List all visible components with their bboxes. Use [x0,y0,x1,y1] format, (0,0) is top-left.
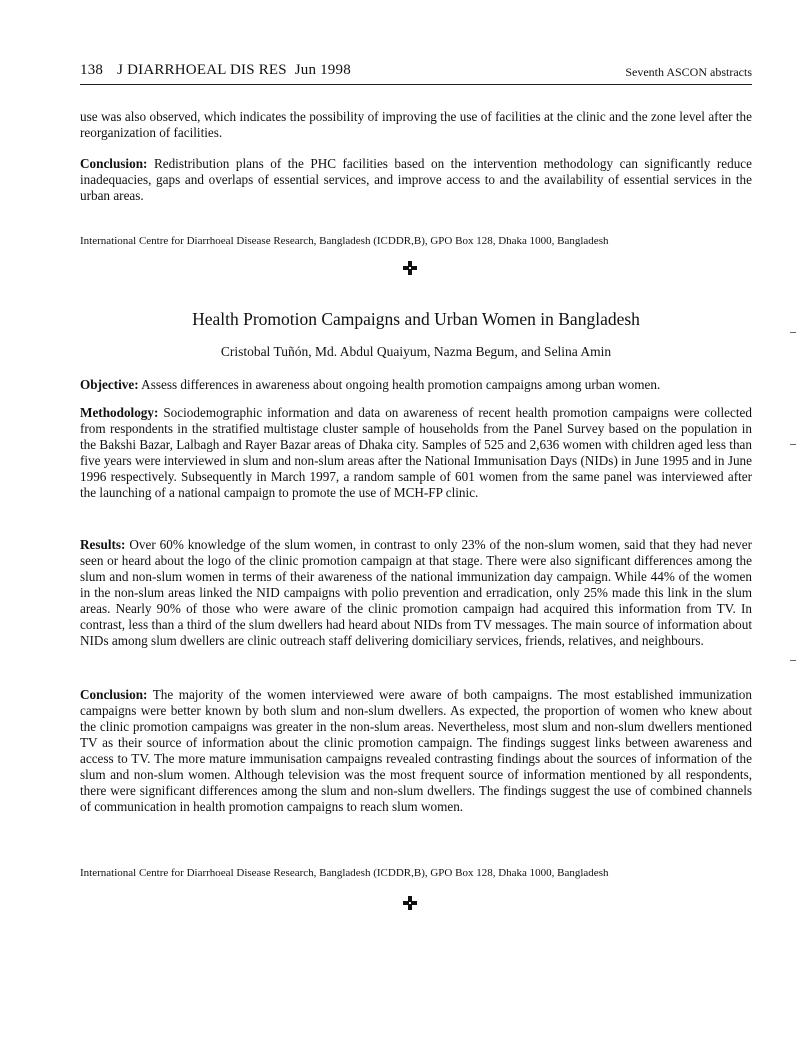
running-header [80,62,752,84]
conclusion-label: Conclusion: [80,687,148,702]
prev-abstract-affiliation: International Centre for Diarrhoeal Disease Research, Bangladesh (ICDDR,B), GPO Box 128, Dhaka 1000, Bangladesh [80,235,609,247]
objective-paragraph [80,377,752,393]
margin-mark [790,332,796,333]
prev-abstract-continued-text: use was also observed, which indicates the possibility of improving the use of facilities at the clinic and the zone level after the reorganization of facilities. [80,109,752,140]
abstract-title: Health Promotion Campaigns and Urban Women in Bangladesh [192,309,640,329]
abstract-authors: Cristobal Tuñón, Md. Abdul Quaiyum, Nazma Begum, and Selina Amin [220,344,612,359]
section-name: Seventh ASCON abstracts [625,65,752,79]
page-number: 138 [80,62,104,78]
results-text: Over 60% knowledge of the slum women, in contrast to only 23% of the non-slum women, said that they had never seen or heard about the logo of the clinic promotion campaign at that stage. There were also significant differences among the slum and non-slum women in terms of their awareness of the national immunization day campaign. While 44% of the women in the non-slum areas linked the NID campaigns with polio prevention and erradication, only 25% made this link in the slum areas. Nearly 90% of those who were aware of the clinic promotion campaign had acquired this information from TV. In contrast, less than a third of the slum dwellers had heard about NIDs from TV messages. The main source of information about NIDs among slum dwellers are clinic outreach staff delivering domiciliary services, friends, relatives, and neighbours. [80,537,752,648]
prev-abstract-conclusion [80,156,752,204]
cross-ornament-icon [403,896,417,910]
header-rule [80,84,752,85]
issue-date: Jun 1998 [294,62,351,78]
prev-conclusion-label: Conclusion: [80,156,148,171]
methodology-paragraph [80,405,752,501]
conclusion-paragraph [80,687,752,815]
margin-mark [790,444,796,445]
objective-text: Assess differences in awareness about ongoing health promotion campaigns among urban women. [141,377,661,392]
methodology-label: Methodology: [80,405,159,420]
results-paragraph [80,537,752,649]
margin-mark [790,660,796,661]
abstract-affiliation: International Centre for Diarrhoeal Disease Research, Bangladesh (ICDDR,B), GPO Box 128, Dhaka 1000, Bangladesh [80,867,609,879]
results-label: Results: [80,537,126,552]
conclusion-text: The majority of the women interviewed were aware of both campaigns. The most established immunization campaigns were better known by both slum and non-slum dwellers. As expected, the proportion of women who knew about the clinic promotion campaigns was greater in the non-slum areas. Nevertheless, most slum and non-slum dwellers mentioned TV as their source of information about the clinic promotion campaign. The findings suggest links between awareness and access to TV. The more mature immunisation campaigns revealed contrasting findings about the sources of information of the slum and non-slum women. Although television was the most frequent source of information mentioned by all respondents, there were significant differences among the slum and non-slum dwellers. The findings suggest the use of combined channels of communication in health promotion campaigns to reach slum women. [80,687,752,814]
prev-conclusion-text: Redistribution plans of the PHC facilities based on the intervention methodology can significantly reduce inadequacies, gaps and overlaps of essential services, and improve access to and the availability of essential services in the urban areas. [80,156,752,203]
cross-ornament-icon [403,261,417,275]
journal-name: J DIARRHOEAL DIS RES [117,62,287,78]
header-left [80,62,351,79]
methodology-text: Sociodemographic information and data on awareness of recent health promotion campaigns were collected from respondents in the stratified multistage cluster sample of households from the Panel Survey based on the population in the Bakshi Bazar, Lalbagh and Rayer Bazar areas of Dhaka city. Samples of 525 and 2,636 women with children aged less than five years were interviewed in slum and non-slum areas after the National Immunisation Days (NIDs) in June 1995 and in June 1996 respectively. Subsequently in March 1997, a random sample of 601 women from the same panel was interviewed after the launching of a national campaign to promote the use of MCH-FP clinic. [80,405,752,500]
objective-label: Objective: [80,377,139,392]
